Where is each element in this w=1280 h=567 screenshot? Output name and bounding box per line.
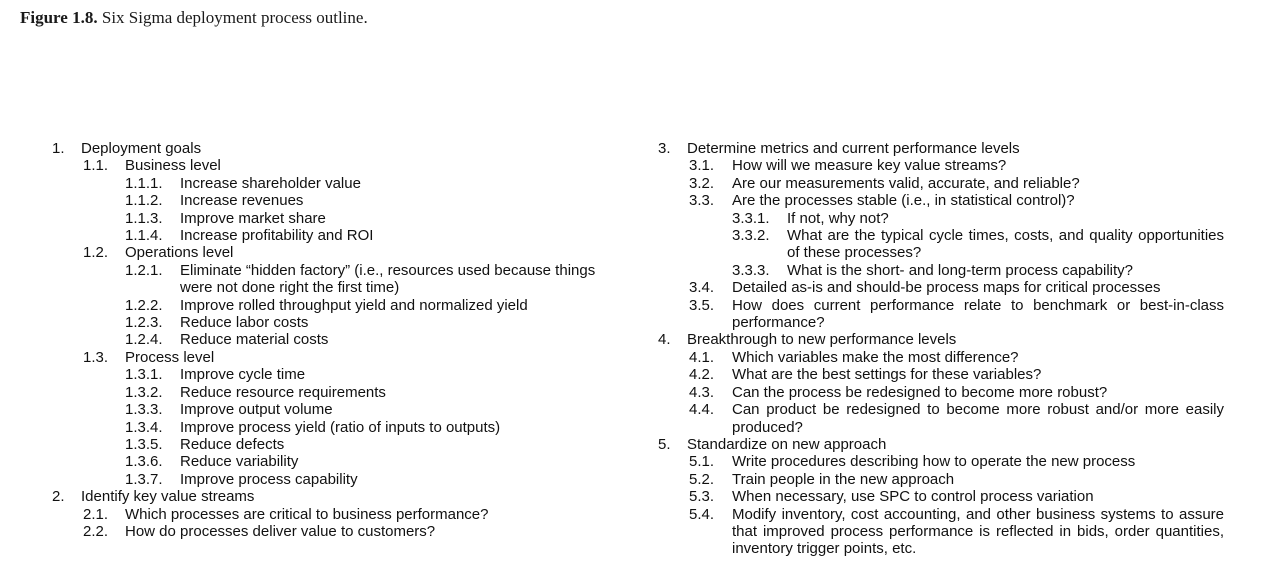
item-text: How does current performance relate to benchmark or best-in-class performance?: [732, 296, 1224, 332]
outline-item: [52, 419, 642, 436]
outline-item: [658, 384, 1224, 401]
outline-item: [658, 192, 1224, 209]
item-text: How will we measure key value streams?: [732, 157, 1007, 175]
outline-item: [52, 262, 620, 297]
item-text: Increase profitability and ROI: [180, 227, 374, 245]
item-text: Modify inventory, cost accounting, and other business systems to assure that improved process performance is reflected in bids, order quantities, inventory trigger points, etc.: [732, 505, 1224, 558]
item-text: Business level: [125, 157, 221, 175]
item-text: When necessary, use SPC to control process variation: [732, 488, 1094, 506]
outline-left-column: [52, 140, 642, 540]
item-text: Improve output volume: [180, 401, 333, 419]
item-number: 4.: [658, 331, 671, 349]
item-text: Operations level: [125, 244, 234, 262]
item-number: 3.: [658, 140, 671, 157]
outline-item: [52, 227, 642, 244]
outline-item: [52, 349, 642, 366]
item-number: 5.2.: [689, 470, 715, 488]
item-text: Eliminate “hidden factory” (i.e., resources used because things were not done right the first time): [180, 261, 596, 297]
item-text: Can product be redesigned to become more robust and/or more easily produced?: [732, 401, 1224, 436]
outline-item: [52, 192, 642, 209]
item-number: 1.3.3.: [125, 401, 163, 419]
item-number: 3.1.: [689, 157, 715, 175]
outline-item: [658, 366, 1224, 383]
item-text: Process level: [125, 348, 215, 366]
item-text: Breakthrough to new performance levels: [687, 331, 957, 349]
outline-item: [52, 157, 642, 174]
item-number: 5.4.: [689, 505, 715, 523]
item-text: Deployment goals: [81, 140, 202, 157]
outline-item: [52, 523, 642, 540]
outline-item: [658, 436, 1224, 453]
item-number: 4.2.: [689, 366, 715, 384]
item-text: Reduce material costs: [180, 331, 329, 349]
outline-item: [658, 175, 1224, 192]
outline-item: [658, 157, 1224, 174]
outline-item: [658, 210, 1224, 227]
item-number: 1.: [52, 140, 65, 157]
item-number: 4.4.: [689, 401, 715, 419]
outline-item: [52, 140, 642, 157]
outline-item: [52, 506, 642, 523]
outline-item: [658, 349, 1224, 366]
item-text: Improve rolled throughput yield and normalized yield: [180, 296, 528, 314]
item-number: 2.2.: [83, 522, 109, 540]
item-number: 1.2.3.: [125, 314, 163, 332]
item-text: Train people in the new approach: [732, 470, 955, 488]
item-number: 1.3.: [83, 348, 109, 366]
item-number: 3.3.1.: [732, 209, 770, 227]
item-number: 1.1.3.: [125, 209, 163, 227]
item-text: Standardize on new approach: [687, 435, 887, 453]
outline-item: [52, 384, 642, 401]
outline-item: [52, 175, 642, 192]
item-text: Are our measurements valid, accurate, and reliable?: [732, 174, 1080, 192]
item-text: Reduce variability: [180, 453, 299, 471]
item-text: How do processes deliver value to customers?: [125, 522, 436, 540]
item-text: Increase revenues: [180, 192, 304, 210]
item-text: Can the process be redesigned to become more robust?: [732, 383, 1108, 401]
outline-item: [658, 401, 1224, 436]
outline-item: [658, 506, 1224, 558]
outline-right-column: [658, 140, 1224, 558]
outline-item: [52, 331, 642, 348]
item-text: Improve market share: [180, 209, 326, 227]
item-number: 1.3.4.: [125, 418, 163, 436]
item-number: 1.3.1.: [125, 366, 163, 384]
outline-item: [658, 262, 1224, 279]
item-text: Which variables make the most difference?: [732, 348, 1019, 366]
outline-item: [658, 471, 1224, 488]
figure-label: Figure 1.8.: [20, 8, 98, 27]
item-number: 1.1.: [83, 157, 109, 175]
item-text: Identify key value streams: [81, 488, 255, 506]
item-number: 1.3.6.: [125, 453, 163, 471]
item-number: 3.2.: [689, 174, 715, 192]
item-number: 1.2.4.: [125, 331, 163, 349]
item-number: 2.: [52, 488, 65, 506]
item-text: Reduce defects: [180, 435, 285, 453]
outline-item: [658, 297, 1224, 332]
outline-item: [658, 279, 1224, 296]
item-number: 4.3.: [689, 383, 715, 401]
outline-item: [52, 366, 642, 383]
outline-item: [658, 140, 1224, 157]
outline-item: [658, 331, 1224, 348]
item-number: 1.3.2.: [125, 383, 163, 401]
figure-title: Six Sigma deployment process outline.: [101, 8, 368, 27]
item-number: 5.: [658, 435, 671, 453]
outline-item: [52, 244, 642, 261]
item-number: 1.1.4.: [125, 227, 163, 245]
item-number: 3.5.: [689, 296, 715, 314]
item-text: Improve cycle time: [180, 366, 306, 384]
item-text: Improve process yield (ratio of inputs to outputs): [180, 418, 501, 436]
item-text: What are the typical cycle times, costs, and quality opportunities of these processes?: [787, 227, 1224, 262]
item-number: 5.1.: [689, 453, 715, 471]
item-text: What are the best settings for these variables?: [732, 366, 1042, 384]
item-number: 1.2.1.: [125, 261, 163, 279]
outline-item: [52, 314, 642, 331]
item-number: 1.3.5.: [125, 435, 163, 453]
item-text: Detailed as-is and should-be process maps for critical processes: [732, 279, 1161, 297]
item-number: 5.3.: [689, 488, 715, 506]
item-text: Improve process capability: [180, 470, 358, 488]
item-text: Reduce labor costs: [180, 314, 309, 332]
item-text: Reduce resource requirements: [180, 383, 386, 401]
outline-item: [52, 210, 642, 227]
outline-item: [658, 488, 1224, 505]
outline-item: [658, 453, 1224, 470]
item-number: 3.4.: [689, 279, 715, 297]
item-number: 3.3.2.: [732, 227, 770, 245]
item-number: 4.1.: [689, 348, 715, 366]
item-text: If not, why not?: [787, 209, 889, 227]
item-number: 2.1.: [83, 505, 109, 523]
item-text: What is the short- and long-term process capability?: [787, 261, 1133, 279]
item-number: 3.3.3.: [732, 261, 770, 279]
item-number: 1.1.2.: [125, 192, 163, 210]
item-text: Are the processes stable (i.e., in statistical control)?: [732, 192, 1075, 210]
item-text: Increase shareholder value: [180, 174, 361, 192]
item-number: 3.3.: [689, 192, 715, 210]
item-number: 1.2.2.: [125, 296, 163, 314]
outline-item: [52, 488, 642, 505]
figure-caption: [20, 8, 368, 28]
outline-item: [52, 436, 642, 453]
outline-item: [52, 471, 642, 488]
item-text: Which processes are critical to business performance?: [125, 505, 489, 523]
outline-item: [52, 401, 642, 418]
outline-item: [52, 453, 642, 470]
item-text: Write procedures describing how to operate the new process: [732, 453, 1136, 471]
item-text: Determine metrics and current performance levels: [687, 140, 1020, 157]
outline-item: [658, 227, 1224, 262]
outline-item: [52, 297, 642, 314]
item-number: 1.3.7.: [125, 470, 163, 488]
item-number: 1.2.: [83, 244, 109, 262]
item-number: 1.1.1.: [125, 174, 163, 192]
